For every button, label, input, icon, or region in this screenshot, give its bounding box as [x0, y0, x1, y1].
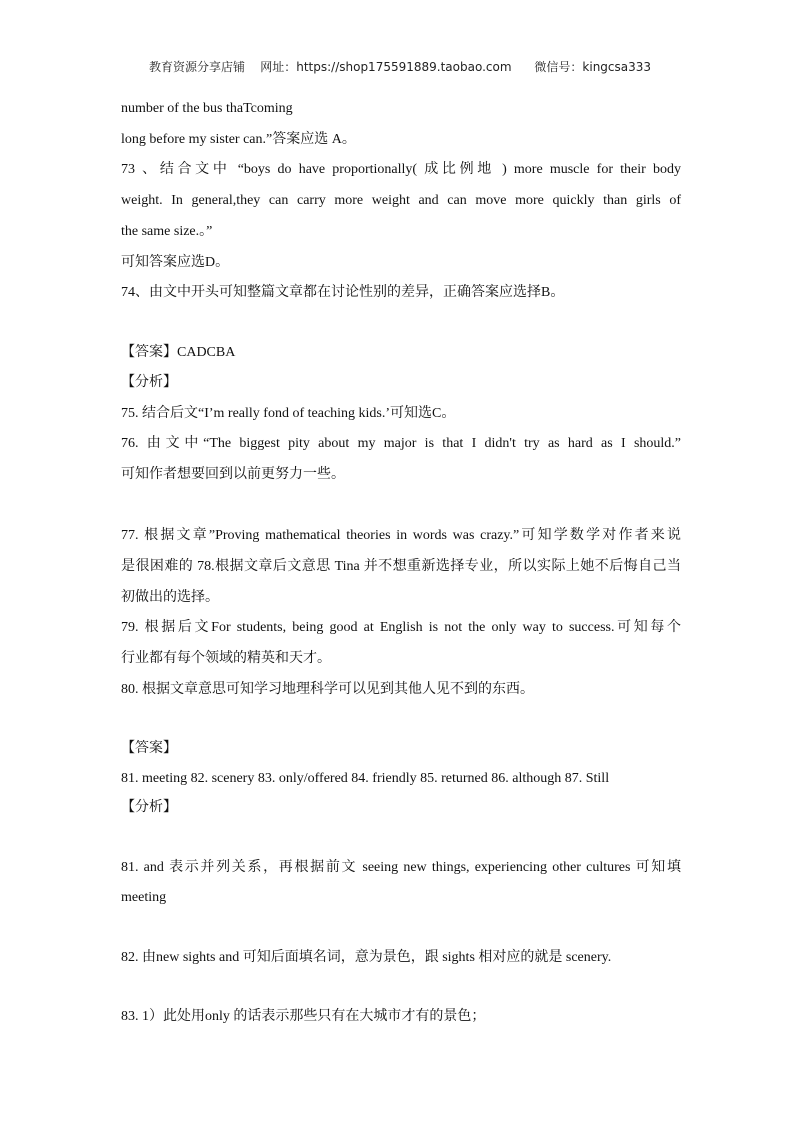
analysis-heading: 【分析】	[121, 375, 177, 390]
answer-line: 81. meeting 82. scenery 83. only/offered 84. friendly 85. returned 86. although 87. Still	[121, 771, 610, 786]
text-line: 初做出的选择。	[121, 590, 219, 605]
text-line: 是很困难的 78.根据文章后文意思 Tina 并不想重新选择专业，所以实际上她不后悔自己当	[121, 559, 681, 574]
text-line: 76. 由文中“The biggest pity about my major is that I didn't try as hard as I should.”	[121, 436, 681, 451]
text-line: 83. 1）此处用only 的话表示那些只有在大城市才有的景色；	[121, 1009, 486, 1024]
text-line: 可知作者想要回到以前更努力一些。	[121, 467, 345, 482]
text-line: 79. 根据后文For students, being good at English is not the only way to success.可知每个	[121, 620, 681, 635]
text-line: meeting	[121, 890, 167, 905]
text-line: 行业都有每个领域的精英和天才。	[121, 651, 331, 666]
text-line: 73 、结合文中 “boys do have proportionally( 成比例地 ) more muscle for their body	[121, 162, 681, 177]
text-line: 74、由文中开头可知整篇文章都在讨论性别的差异，正确答案应选择B。	[121, 285, 565, 300]
text-line: number of the bus thaTcoming	[121, 101, 293, 116]
text-line: 81. and 表示并列关系，再根据前文 seeing new things, experiencing other cultures 可知填	[121, 860, 681, 875]
analysis-heading: 【分析】	[121, 800, 177, 815]
text-line: long before my sister can.”答案应选 A。	[121, 132, 356, 147]
text-line: the same size.。”	[121, 224, 213, 239]
text-line: weight. In general,they can carry more weight and can move more quickly than girls of	[121, 193, 681, 208]
text-line: 75. 结合后文“I’m really fond of teaching kids.’可知选C。	[121, 406, 456, 421]
page-header: 教育资源分享店铺 网址：https://shop175591889.taobao.com 微信号：kingcsa333	[148, 60, 652, 74]
text-line: 80. 根据文章意思可知学习地理科学可以见到其他人见不到的东西。	[121, 682, 534, 697]
text-line: 77. 根据文章”Proving mathematical theories in words was crazy.”可知学数学对作者来说	[121, 528, 681, 543]
answer-heading: 【答案】	[121, 741, 177, 756]
text-line: 可知答案应选D。	[121, 255, 230, 270]
text-line: 82. 由new sights and 可知后面填名词，意为景色，跟 sights 相对应的就是 scenery.	[121, 950, 612, 965]
answer-heading: 【答案】CADCBA	[121, 345, 236, 360]
